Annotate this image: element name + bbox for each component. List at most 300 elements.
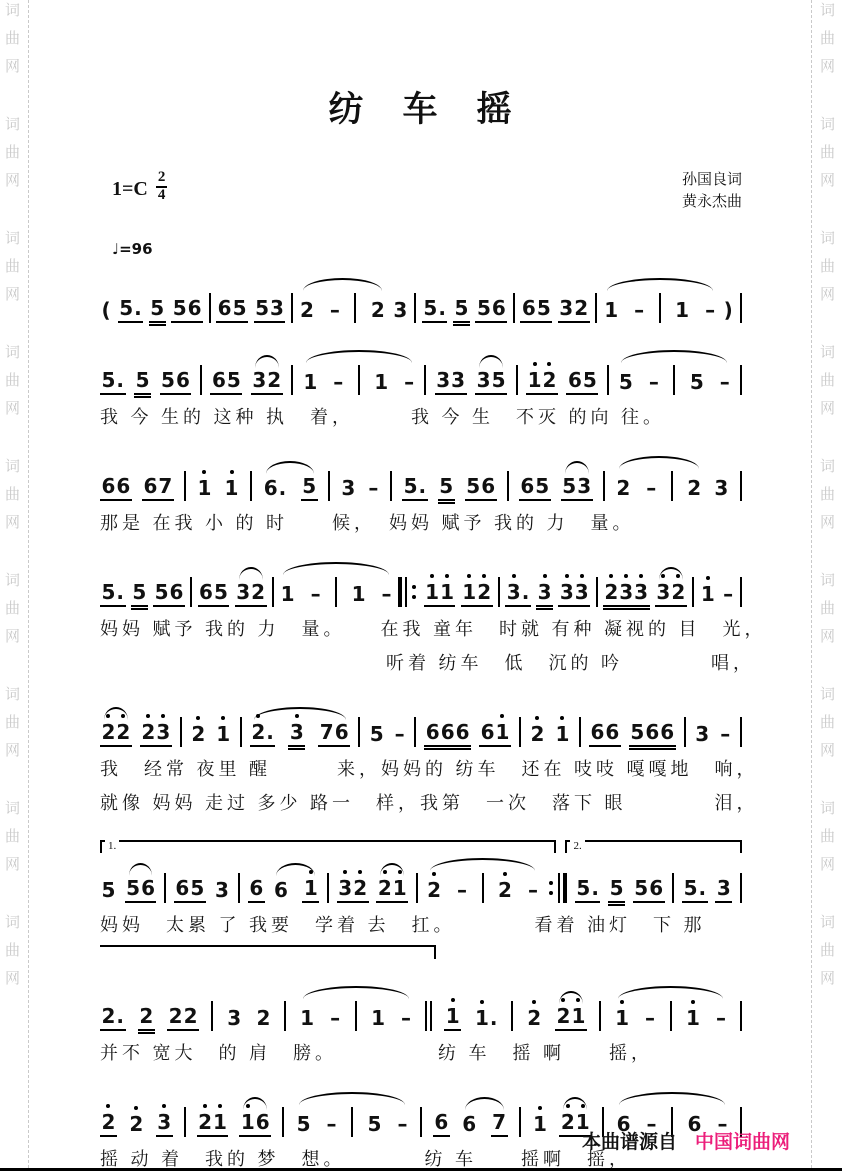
watermark-char: 曲 — [5, 145, 21, 161]
watermark-char: 曲 — [819, 373, 835, 389]
note: – — [646, 475, 657, 500]
note: 5 — [296, 1111, 311, 1136]
lyricist-credit: 孙国良词 — [681, 172, 742, 188]
watermark-char: 曲 — [5, 601, 21, 617]
barline — [250, 471, 252, 501]
note: 2 — [427, 877, 442, 902]
note: 2 — [138, 1006, 155, 1031]
note: 1 — [604, 297, 619, 322]
note: 2 — [300, 297, 314, 322]
watermark-char: 网 — [819, 629, 835, 645]
barline — [416, 873, 418, 903]
music-line-1 — [100, 276, 742, 323]
note: 5 — [131, 582, 148, 607]
note: 1 2 — [461, 582, 493, 607]
watermark-char: 词 — [819, 573, 835, 589]
slur-group — [299, 293, 387, 323]
barline — [599, 1001, 601, 1031]
barline — [659, 293, 661, 323]
note: 3 2 — [235, 582, 267, 607]
barline — [595, 293, 597, 323]
note: 2 — [100, 1112, 117, 1137]
watermark-right — [808, 0, 842, 1168]
note: – — [401, 1005, 411, 1030]
slur-group — [272, 875, 319, 903]
watermark-char: 曲 — [819, 943, 835, 959]
note: – — [719, 369, 730, 394]
note: 5 . — [118, 298, 144, 323]
note: 2 — [370, 297, 385, 322]
score — [100, 276, 767, 1171]
note: – — [645, 1005, 656, 1030]
note: – — [717, 1111, 728, 1136]
watermark-char: 网 — [819, 857, 835, 873]
barline — [519, 717, 521, 747]
barline — [672, 873, 674, 903]
note: 1 — [280, 581, 295, 606]
barline — [516, 365, 518, 395]
lyrics-row: 我 今 生的 这种 执 着， 我 今 生 不灭 的向 往。 — [100, 406, 665, 427]
time-signature-numerator: 2 — [156, 170, 168, 188]
note: 3 — [393, 297, 408, 322]
barline — [673, 365, 675, 395]
barline — [482, 873, 484, 903]
repeat-begin-sign — [398, 577, 418, 607]
note: 6 5 — [216, 298, 248, 323]
barline — [184, 471, 186, 501]
barline — [354, 293, 356, 323]
note: 5 3 — [254, 298, 286, 323]
note: 3 — [715, 878, 732, 903]
note: 3 2 — [337, 878, 369, 903]
time-signature-denominator: 4 — [157, 186, 166, 203]
note: 5 . — [402, 476, 428, 501]
barline — [414, 717, 416, 747]
note: 3 — [214, 877, 229, 902]
watermark-char: 曲 — [819, 259, 835, 275]
watermark-right-dashed-line — [811, 0, 812, 1168]
note: 5 6 — [160, 370, 192, 395]
watermark-char: 词 — [819, 231, 835, 247]
watermark-char: 曲 — [819, 715, 835, 731]
slur-group — [100, 719, 132, 747]
repeat-end-sign — [547, 873, 567, 903]
note: 3 2 — [558, 298, 590, 323]
slur-group — [655, 579, 687, 607]
source-attribution — [582, 1127, 790, 1154]
barline — [579, 717, 581, 747]
barline — [240, 717, 242, 747]
watermark-char: 网 — [819, 173, 835, 189]
note: 1 — [700, 581, 715, 606]
watermark-char: 网 — [819, 401, 835, 417]
note: 6 — [687, 1111, 702, 1136]
note: 6 5 — [210, 370, 242, 395]
note: – — [397, 1111, 408, 1136]
watermark-left-text — [5, 4, 20, 1030]
barline — [358, 717, 360, 747]
note: 6 1 — [479, 722, 511, 747]
watermark-char: 曲 — [5, 715, 21, 731]
note: 5 . — [100, 370, 126, 395]
barline — [519, 1107, 521, 1137]
barline — [238, 873, 240, 903]
note: 6 — [616, 1111, 631, 1136]
barline — [164, 873, 166, 903]
note: 6 . — [263, 475, 287, 500]
note: 2 — [191, 721, 206, 746]
barline — [200, 365, 202, 395]
watermark-char: 词 — [819, 345, 835, 361]
barline — [740, 717, 742, 747]
note: – — [326, 1111, 337, 1136]
barline — [328, 471, 330, 501]
note: 3 — [156, 1112, 173, 1137]
note: 1 — [216, 721, 231, 746]
note: – — [333, 369, 344, 394]
note: 2 1 — [197, 1112, 229, 1137]
note: 2 1 — [559, 1112, 591, 1137]
slur-group — [426, 873, 540, 903]
note: 5 — [689, 369, 704, 394]
watermark-char: 网 — [819, 287, 835, 303]
barline — [740, 873, 742, 903]
barline — [513, 293, 515, 323]
watermark-char: 曲 — [5, 259, 21, 275]
tempo-marking: ♩=96 — [112, 239, 153, 258]
note: – — [404, 369, 415, 394]
watermark-char: 词 — [5, 687, 21, 703]
watermark-char: 网 — [5, 629, 21, 645]
note: 2 — [527, 1005, 542, 1030]
watermark-char: 曲 — [5, 373, 21, 389]
note: – — [368, 475, 379, 500]
lyrics-row: 并不 宽大 的 肩 膀。 纺 车 摇 啊 摇， — [100, 1042, 653, 1063]
watermark-char: 词 — [819, 687, 835, 703]
note: 3 — [695, 721, 710, 746]
slur-group — [615, 471, 703, 501]
note: 2 — [256, 1005, 271, 1030]
notation-row — [100, 454, 742, 501]
note: 2 3 — [140, 722, 172, 747]
source-prefix: 本曲谱源自 — [581, 1131, 677, 1153]
meta-row — [112, 170, 742, 214]
barline — [511, 1001, 513, 1031]
note: 3 — [227, 1005, 242, 1030]
slur-group — [279, 577, 393, 607]
notation-row — [100, 276, 742, 323]
note: 2 — [687, 475, 702, 500]
note: 5 — [438, 476, 455, 501]
note: 2 1 — [555, 1006, 587, 1031]
barline — [507, 471, 509, 501]
watermark-char: 曲 — [819, 145, 835, 161]
volta-bracket-second — [565, 840, 742, 853]
note: 5 . — [575, 878, 601, 903]
watermark-char: 曲 — [5, 943, 21, 959]
note: 3 . — [505, 582, 531, 607]
watermark-char: 曲 — [819, 601, 835, 617]
note: 2 1 — [376, 878, 408, 903]
watermark-char: 词 — [5, 231, 21, 247]
watermark-char: 网 — [819, 515, 835, 531]
watermark-char: 网 — [819, 743, 835, 759]
watermark-char: 曲 — [819, 31, 835, 47]
volta-row — [100, 840, 742, 856]
watermark-right-text — [820, 4, 835, 1030]
barline — [670, 1001, 672, 1031]
barline — [740, 365, 742, 395]
note: – — [720, 721, 731, 746]
note: 1 — [300, 1005, 315, 1030]
notation-row — [100, 700, 742, 747]
barline — [358, 365, 360, 395]
watermark-left — [0, 0, 34, 1168]
watermark-char: 网 — [5, 59, 21, 75]
barline — [291, 293, 293, 323]
note: 3 — [288, 722, 305, 747]
barline — [327, 873, 329, 903]
note: 5 — [101, 877, 116, 902]
watermark-char: 词 — [5, 915, 21, 931]
note: 1 2 — [526, 370, 558, 395]
lyrics-row: 妈妈 赋予 我的 力 量。 在我 童年 时就 有种 凝视的 目 光， — [100, 618, 767, 639]
note: 6 5 — [198, 582, 230, 607]
note: 7 6 — [318, 722, 350, 747]
note: 1 6 — [239, 1112, 271, 1137]
barline — [390, 471, 392, 501]
barline — [291, 365, 293, 395]
note: 3 3 — [435, 370, 467, 395]
slur-group — [251, 367, 283, 395]
note: 3 — [341, 475, 356, 500]
watermark-char: 词 — [819, 459, 835, 475]
note: 1 — [303, 369, 318, 394]
watermark-char: 词 — [5, 801, 21, 817]
key-signature: 1=C — [112, 177, 148, 200]
note: 5 . — [422, 298, 448, 323]
note: 5 — [301, 476, 318, 501]
music-line-4 — [100, 560, 767, 675]
time-signature — [156, 170, 168, 204]
note: – — [723, 581, 734, 606]
lyrics-row: 听着 纺车 低 沉的 吟 唱， — [100, 652, 755, 673]
watermark-char: 曲 — [819, 829, 835, 845]
watermark-char: 词 — [5, 459, 21, 475]
note: 2 — [129, 1111, 144, 1136]
note: 2 . — [100, 1006, 126, 1031]
barline — [184, 1107, 186, 1137]
note: 1 — [374, 369, 389, 394]
barline — [211, 1001, 213, 1031]
note: 3 — [714, 475, 729, 500]
volta-bracket-first — [100, 840, 556, 853]
note: – — [715, 1005, 726, 1030]
notation-row — [100, 560, 742, 607]
note: 3 5 — [475, 370, 507, 395]
notation-row — [100, 856, 742, 903]
barline — [740, 471, 742, 501]
note: 1 1 — [424, 582, 456, 607]
lyrics-row: 我 经常 夜里 醒 来，妈妈的 纺车 还在 吱吱 嘎嘎地 响， — [100, 758, 759, 779]
watermark-char: 网 — [5, 857, 21, 873]
note: 5 — [134, 370, 151, 395]
note: 2 — [498, 877, 512, 902]
slur-group — [555, 1003, 587, 1031]
note: 6 — [462, 1111, 477, 1136]
watermark-char: 网 — [5, 743, 21, 759]
barline — [740, 1001, 742, 1031]
barline — [498, 577, 500, 607]
watermark-char: 曲 — [5, 487, 21, 503]
barline — [740, 577, 742, 607]
watermark-left-dashed-line — [28, 0, 29, 1168]
notation-row — [100, 984, 742, 1031]
lyrics-row: 就像 妈妈 走过 多少 路一 样，我第 一次 落下 眼 泪， — [100, 792, 759, 813]
double-barline — [425, 1001, 432, 1031]
note: 5 . — [100, 582, 126, 607]
note: 1 — [533, 1111, 547, 1136]
slur-group — [262, 473, 317, 501]
watermark-char: 网 — [5, 401, 21, 417]
note: 2 . — [250, 722, 276, 747]
volta-label: 1. — [105, 840, 119, 852]
note: 5 6 — [125, 878, 157, 903]
note: 7 — [491, 1112, 508, 1137]
barline — [335, 577, 337, 607]
ending-bracket-line — [100, 945, 436, 959]
note: 2 3 3 — [603, 582, 650, 607]
note: 6 6 6 — [424, 722, 471, 747]
watermark-char: 词 — [819, 915, 835, 931]
music-line-3 — [100, 454, 742, 535]
note: – — [646, 1111, 657, 1136]
barline — [607, 365, 609, 395]
note: 3 — [536, 582, 553, 607]
watermark-char: 曲 — [819, 487, 835, 503]
barline — [351, 1107, 353, 1137]
barline — [355, 1001, 357, 1031]
slur-group — [125, 875, 157, 903]
barline — [284, 1001, 286, 1031]
watermark-char: 词 — [819, 3, 835, 19]
barline — [414, 293, 416, 323]
note: 1 . — [475, 1005, 498, 1030]
slur-group — [299, 1001, 413, 1031]
watermark-char: 词 — [5, 117, 21, 133]
watermark-char: 词 — [819, 117, 835, 133]
note: – — [648, 369, 659, 394]
source-site-link[interactable]: 中国词曲网 — [694, 1131, 790, 1153]
music-line-6 — [100, 840, 742, 959]
note: 6 5 — [174, 878, 206, 903]
watermark-char: 网 — [5, 515, 21, 531]
note: 2 2 — [167, 1006, 199, 1031]
music-line-7 — [100, 984, 742, 1065]
note: – — [394, 721, 405, 746]
note: 3 2 — [655, 582, 687, 607]
barline — [684, 717, 686, 747]
note: – — [457, 877, 468, 902]
watermark-char: 网 — [5, 971, 21, 987]
lyrics-row: 摇 动 着 我的 梦 想。 纺 车 摇啊 摇， — [100, 1148, 631, 1169]
note: 1 — [615, 1005, 630, 1030]
slur-group — [302, 365, 416, 395]
watermark-char: 网 — [5, 173, 21, 189]
note: – — [310, 581, 321, 606]
note: 5 — [367, 1111, 382, 1136]
note: – — [705, 297, 716, 322]
note: – — [329, 297, 340, 322]
barline — [282, 1107, 284, 1137]
note: 1 — [351, 581, 366, 606]
note: 5 . — [682, 878, 708, 903]
note: 5 — [618, 369, 633, 394]
watermark-char: 网 — [819, 971, 835, 987]
lyrics-row: 妈妈 太累 了 我要 学着 去 扛。 看着 油灯 下 那 — [100, 914, 706, 935]
note: 1 — [686, 1005, 700, 1030]
note: 5 — [369, 721, 384, 746]
note: 3 3 — [558, 582, 590, 607]
slur-group — [475, 367, 507, 395]
note: 2 — [616, 475, 631, 500]
note: 1 — [444, 1006, 461, 1031]
note: 1 — [555, 721, 570, 746]
slur-group — [561, 473, 593, 501]
note: 6 — [273, 877, 288, 902]
lyrics-row: 那是 在我 小 的 时 候， 妈妈 赋予 我的 力 量。 — [100, 512, 635, 533]
slur-group — [295, 1107, 409, 1137]
barline — [209, 293, 211, 323]
note: 5 6 — [465, 476, 497, 501]
note: 3 2 — [251, 370, 283, 395]
note: 2 2 — [100, 722, 132, 747]
note: 6 — [433, 1112, 450, 1137]
note: 6 5 — [519, 476, 551, 501]
note: 5 6 — [153, 582, 185, 607]
note: 5 — [608, 878, 625, 903]
note: 5 6 — [475, 298, 507, 323]
key-and-time-signature — [112, 170, 167, 204]
note: ) — [723, 297, 733, 322]
watermark-char: 词 — [5, 573, 21, 589]
note: – — [330, 1005, 341, 1030]
credits — [682, 170, 742, 214]
watermark-char: 网 — [5, 287, 21, 303]
note: – — [634, 297, 645, 322]
barline — [272, 577, 274, 607]
note: 1 — [302, 878, 319, 903]
barline — [190, 577, 192, 607]
barline — [740, 293, 742, 323]
watermark-char: 词 — [819, 801, 835, 817]
note: 1 — [197, 475, 212, 500]
slur-group — [239, 1109, 271, 1137]
slur-group — [614, 1001, 728, 1031]
barline — [603, 471, 605, 501]
slur-group — [235, 579, 267, 607]
note: 5 6 6 — [629, 722, 676, 747]
note: 6 6 — [589, 722, 621, 747]
barline — [420, 1107, 422, 1137]
slur-group — [617, 365, 731, 395]
barline — [692, 577, 694, 607]
note: 5 3 — [561, 476, 593, 501]
watermark-char: 网 — [819, 59, 835, 75]
watermark-char: 词 — [5, 3, 21, 19]
slur-group — [376, 875, 408, 903]
note: 1 — [675, 297, 690, 322]
